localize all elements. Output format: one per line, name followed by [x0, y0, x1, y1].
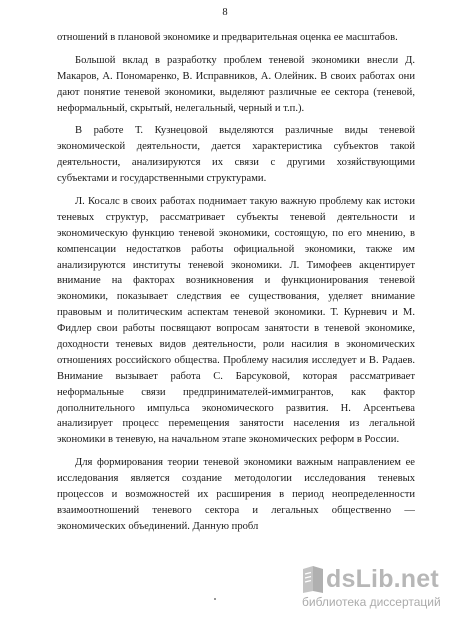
paragraph [57, 30, 415, 46]
paragraph [57, 123, 415, 187]
text-line: дополнительного импульса экономического развития. Н. Арсентьева [57, 402, 415, 414]
watermark-subtitle: библиотека диссертаций [302, 595, 441, 609]
text-line: Фидлер свои работы посвящают вопросам занятости в теневой экономике, [57, 323, 415, 335]
text-line: неформальные связи предпринимателей-иммигрантов, как фактор [57, 386, 415, 398]
text-line: теневых структур, рассматривает субъекты теневой деятельности и [57, 211, 415, 223]
text-line: компенсации недостатков работы официальной экономики, также им [57, 243, 415, 255]
text-line: анализируются институты теневой экономики. Л. Тимофеев акцентирует [57, 259, 415, 271]
text-line: неформальный, скрытый, нелегальный, черный и т.п.). [57, 102, 305, 114]
text-line: анализирует процесс перемещения занятости населения из легальной [57, 418, 415, 430]
text-line: Внимание вызывает работа С. Барсуковой, которая рассматривает [57, 370, 415, 382]
text-line: исследования является создание методологии исследования теневых [57, 473, 415, 485]
text-line: экономическую функцию теневой экономики, состоящую, по его мнению, в [57, 227, 415, 239]
text-line: взаимоотношений теневого сектора и легальных общественно — [57, 504, 415, 516]
text-line: отношениях российского общества. Проблему насилия исследует и В. Радаев. [57, 354, 415, 366]
scan-speck [214, 598, 216, 600]
text-line: отношений в плановой экономике и предварительная оценка ее масштабов. [57, 32, 398, 43]
text-line: Большой вклад в разработку проблем теневой экономики внесли Д. [75, 54, 415, 66]
text-line: Л. Косалс в своих работах поднимает такую важную проблему как истоки [75, 196, 415, 208]
paragraph [57, 194, 415, 448]
text-line: Макаров, А. Пономаренко, В. Исправников, А. Олейник. В своих работах они [57, 70, 415, 82]
text-line: доходности теневых видов деятельности, роли насилия в экономических [57, 339, 415, 351]
text-line: дают понятие теневой экономики, выделяют различные ее сектора (теневой, [57, 86, 415, 98]
text-line: экономических объединений. Данную пробл [57, 520, 259, 532]
paragraph [57, 53, 415, 117]
text-line: экономики, показывает следствия ее существования, уделяет внимание [57, 291, 415, 303]
text-line: внимание на факторах возникновения и функционирования теневой [57, 275, 415, 287]
document-body [57, 30, 415, 535]
text-line: субъектами и государственными структурами. [57, 173, 267, 185]
watermark-title: dsLib.net [326, 565, 439, 593]
text-line: В работе Т. Кузнецовой выделяются различные виды теневой [75, 125, 415, 137]
book-icon [300, 565, 326, 595]
text-line: деятельности, анализируются их связи с другими хозяйствующими [57, 157, 415, 169]
paragraph [57, 455, 415, 534]
text-line: процессов и возможностей их расширения в период неопределенности [57, 489, 415, 501]
text-line: экономической деятельности, дается характеристика субъектов такой [57, 141, 415, 153]
text-line: Для формирования теории теневой экономики важным направлением ее [75, 457, 415, 469]
watermark [300, 565, 445, 613]
page-number: 8 [222, 7, 228, 18]
text-line: правовым и политическим аспектам теневой экономики. Т. Курневич и М. [57, 307, 415, 319]
text-line: экономики в теневую, на начальном этапе экономических реформ в России. [57, 434, 400, 446]
